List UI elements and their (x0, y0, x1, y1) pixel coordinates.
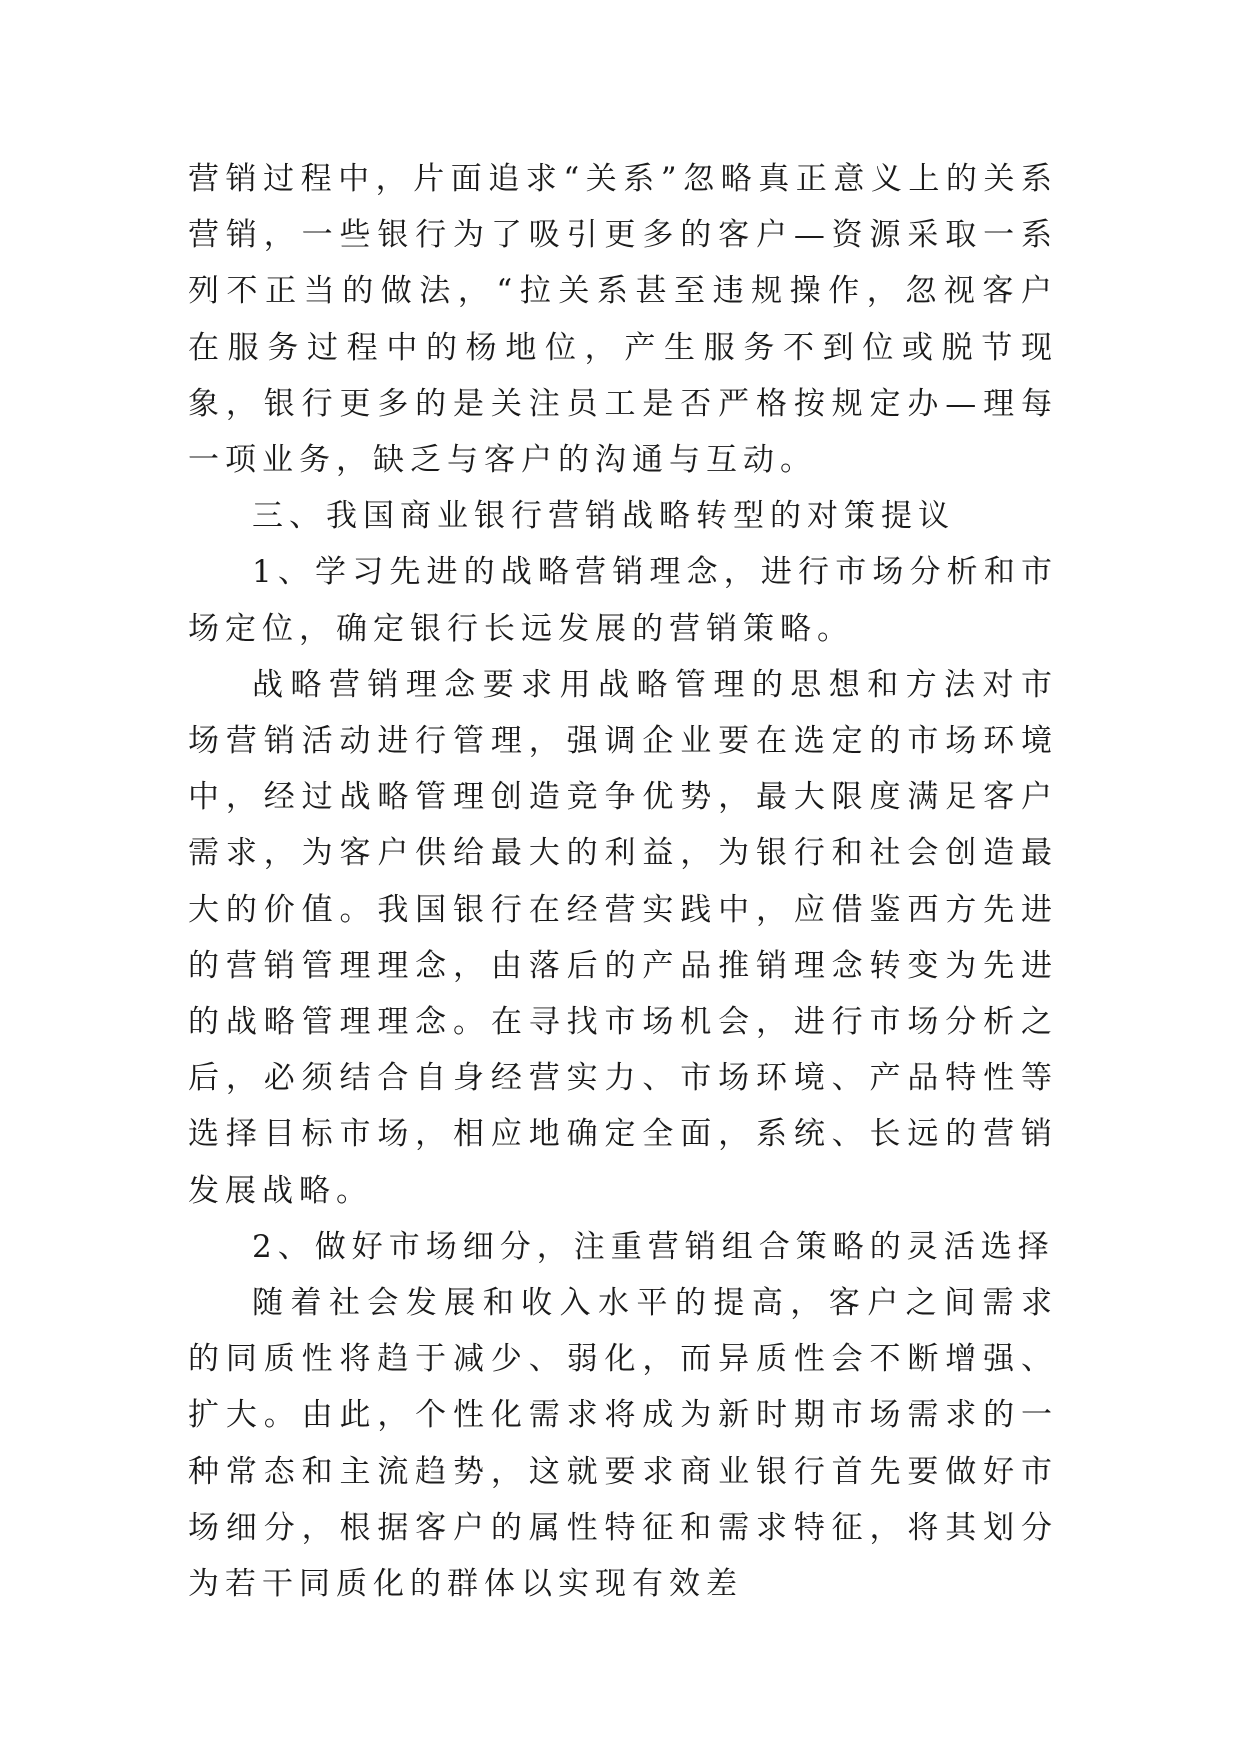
paragraph-strategy: 战略营销理念要求用战略管理的思想和方法对市场营销活动进行管理，强调企业要在选定的市场环境中，经过战略管理创造竞争优势，最大限度满足客户需求，为客户供给最大的利益，为银行和社会创造最大的价值。我国银行在经营实践中，应借鉴西方先进的营销管理理念，由落后的产品推销理念转变为先进的战略管理理念。在寻找市场机会，进行市场分析之后，必须结合自身经营实力、市场环境、产品特性等选择目标市场，相应地确定全面，系统、长远的营销发展战略。 (188, 666, 1058, 1209)
subheading-1: 1、学习先进的战略营销理念，进行市场分析和市场定位，确定银行长远发展的营销策略。 (188, 554, 1058, 647)
paragraph-continued: 营销过程中，片面追求“关系”忽略真正意义上的关系营销，一些银行为了吸引更多的客户—资源采取一系列不正当的做法，“拉关系甚至违规操作，忽视客户在服务过程中的杨地位，产生服务不到位或脱节现象，银行更多的是关注员工是否严格按规定办—理每一项业务，缺乏与客户的沟通与互动。 (188, 161, 1058, 479)
subheading-2: 2、做好市场细分，注重营销组合策略的灵活选择 (252, 1228, 1055, 1265)
section-heading: 三、我国商业银行营销战略转型的对策提议 (252, 498, 955, 535)
paragraph-segmentation: 随着社会发展和收入水平的提高，客户之间需求的同质性将趋于减少、弱化，而异质性会不断增强、扩大。由此，个性化需求将成为新时期市场需求的一种常态和主流趋势，这就要求商业银行首先要做好市场细分，根据客户的属性特征和需求特征，将其划分为若干同质化的群体以实现有效差 (188, 1285, 1058, 1603)
document-body (188, 151, 1058, 1612)
